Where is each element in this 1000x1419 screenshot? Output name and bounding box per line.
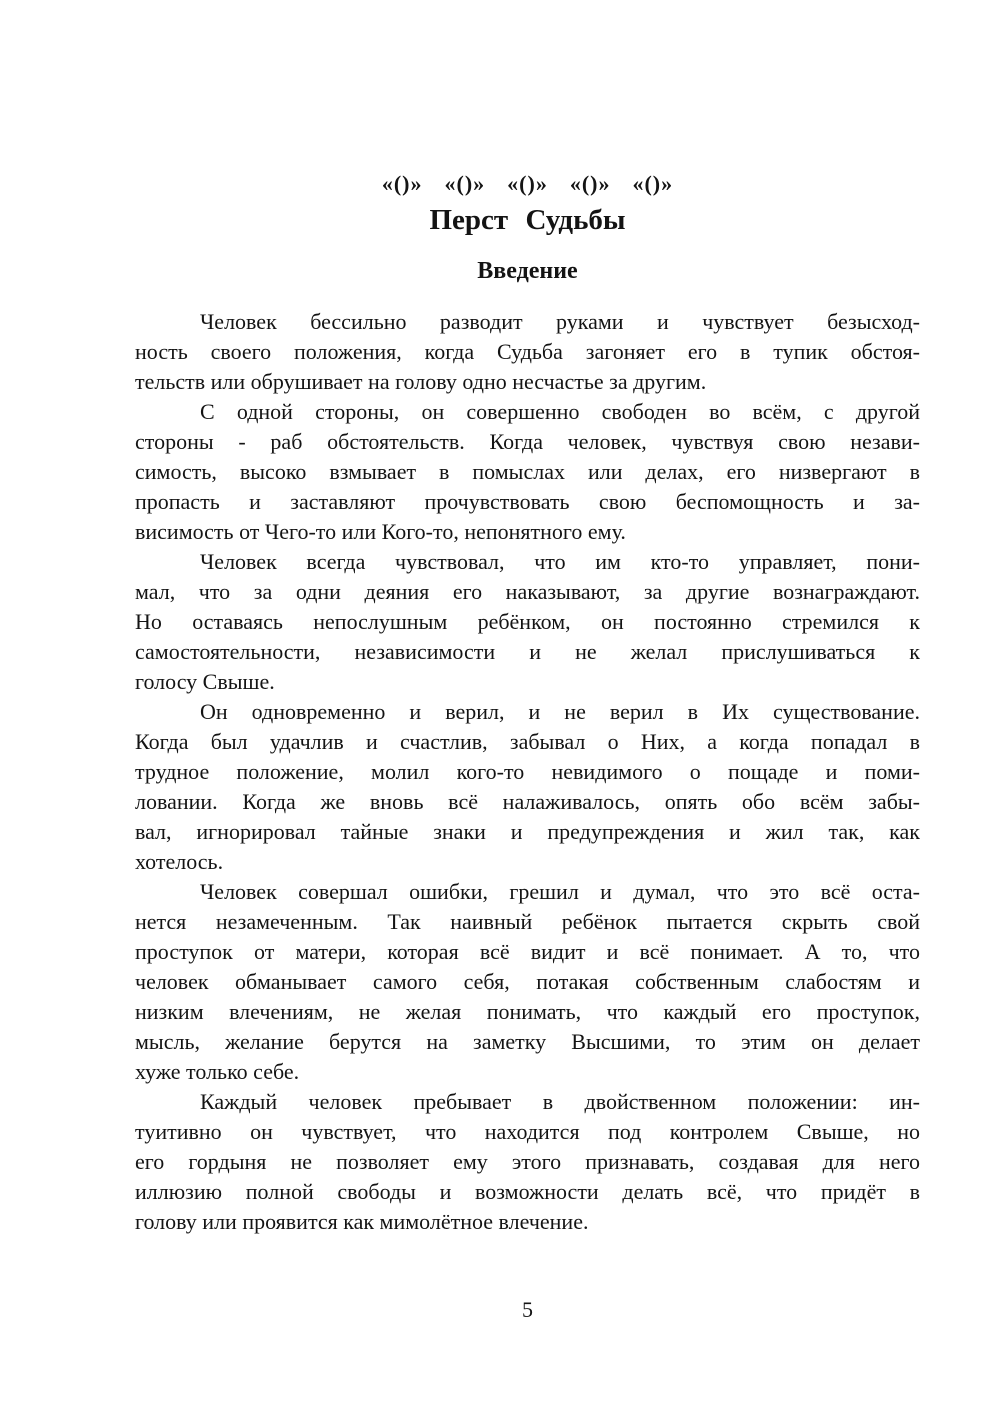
paragraph bbox=[135, 877, 920, 1087]
text-line: пропасть и заставляют прочувствовать свою беспомощность и за- bbox=[135, 489, 920, 514]
text-line: самостоятельности, независимости и не желал прислушиваться к bbox=[135, 639, 920, 664]
text-line: хуже только себе. bbox=[135, 1059, 300, 1084]
ornament-icon: «()» bbox=[569, 171, 611, 196]
section-heading: Введение bbox=[477, 258, 578, 284]
text-line: туитивно он чувствует, что находится под контролем Свыше, но bbox=[135, 1119, 920, 1144]
text-line: мысль, желание берутся на заметку Высшими, то этим он делает bbox=[135, 1029, 920, 1054]
text-line: симость, высоко взмывает в помыслах или делах, его низвергают в bbox=[135, 459, 920, 484]
text-line: голову или проявится как мимолётное влечение. bbox=[135, 1209, 589, 1234]
text-line: Человек бессильно разводит руками и чувствует безысход- bbox=[200, 309, 920, 334]
ornament-icon: «()» bbox=[381, 171, 423, 196]
page-title: Перст Судьбы bbox=[429, 204, 626, 236]
ornament-icon: «()» bbox=[444, 171, 486, 196]
text-line: человек обманывает самого себя, потакая собственным слабостям и bbox=[135, 969, 920, 994]
text-line: висимость от Чего-то или Кого-то, непонятного ему. bbox=[135, 519, 626, 544]
text-line: его гордыня не позволяет ему этого признавать, создавая для него bbox=[135, 1149, 920, 1174]
page-number: 5 bbox=[522, 1297, 533, 1322]
text-line: иллюзию полной свободы и возможности делать всё, что придёт в bbox=[135, 1179, 920, 1204]
text-line: хотелось. bbox=[135, 849, 224, 874]
paragraph bbox=[135, 697, 920, 877]
paragraph bbox=[135, 1087, 920, 1237]
text-line: Человек совершал ошибки, грешил и думал, что это всё оста- bbox=[200, 879, 920, 904]
book-page bbox=[135, 0, 920, 1419]
text-line: С одной стороны, он совершенно свободен во всём, с другой bbox=[200, 399, 920, 424]
text-line: проступок от матери, которая всё видит и всё понимает. А то, что bbox=[135, 939, 920, 964]
text-line: трудное положение, молил кого-то невидимого о пощаде и поми- bbox=[135, 759, 920, 784]
paragraph bbox=[135, 547, 920, 697]
text-line: голосу Свыше. bbox=[135, 669, 275, 694]
paragraph bbox=[135, 397, 920, 547]
text-line: Он одновременно и верил, и не верил в Их существование. bbox=[200, 699, 920, 724]
text-line: тельств или обрушивает на голову одно несчастье за другим. bbox=[135, 369, 707, 394]
text-line: Каждый человек пребывает в двойственном положении: ин- bbox=[200, 1089, 920, 1114]
text-line: Но оставаясь непослушным ребёнком, он постоянно стремился к bbox=[135, 609, 920, 634]
text-line: мал, что за одни деяния его наказывают, за другие вознаграждают. bbox=[135, 579, 920, 604]
text-line: Когда был удачлив и счастлив, забывал о Них, а когда попадал в bbox=[135, 729, 920, 754]
text-line: стороны - раб обстоятельств. Когда человек, чувствуя свою незави- bbox=[135, 429, 920, 454]
ornament-icon: «()» bbox=[632, 171, 674, 196]
text-line: нется незамеченным. Так наивный ребёнок пытается скрыть свой bbox=[135, 909, 920, 934]
text-line: Человек всегда чувствовал, что им кто-то управляет, пони- bbox=[200, 549, 920, 574]
text-line: ловании. Когда же вновь всё налаживалось, опять обо всём забы- bbox=[135, 789, 920, 814]
body-text bbox=[135, 307, 920, 1237]
text-line: вал, игнорировал тайные знаки и предупреждения и жил так, как bbox=[135, 819, 920, 844]
text-line: ность своего положения, когда Судьба загоняет его в тупик обстоя- bbox=[135, 339, 920, 364]
ornament-row bbox=[135, 172, 920, 196]
ornament-icon: «()» bbox=[507, 171, 548, 196]
paragraph bbox=[135, 307, 920, 397]
text-line: низким влечениям, не желая понимать, что каждый его проступок, bbox=[135, 999, 920, 1024]
